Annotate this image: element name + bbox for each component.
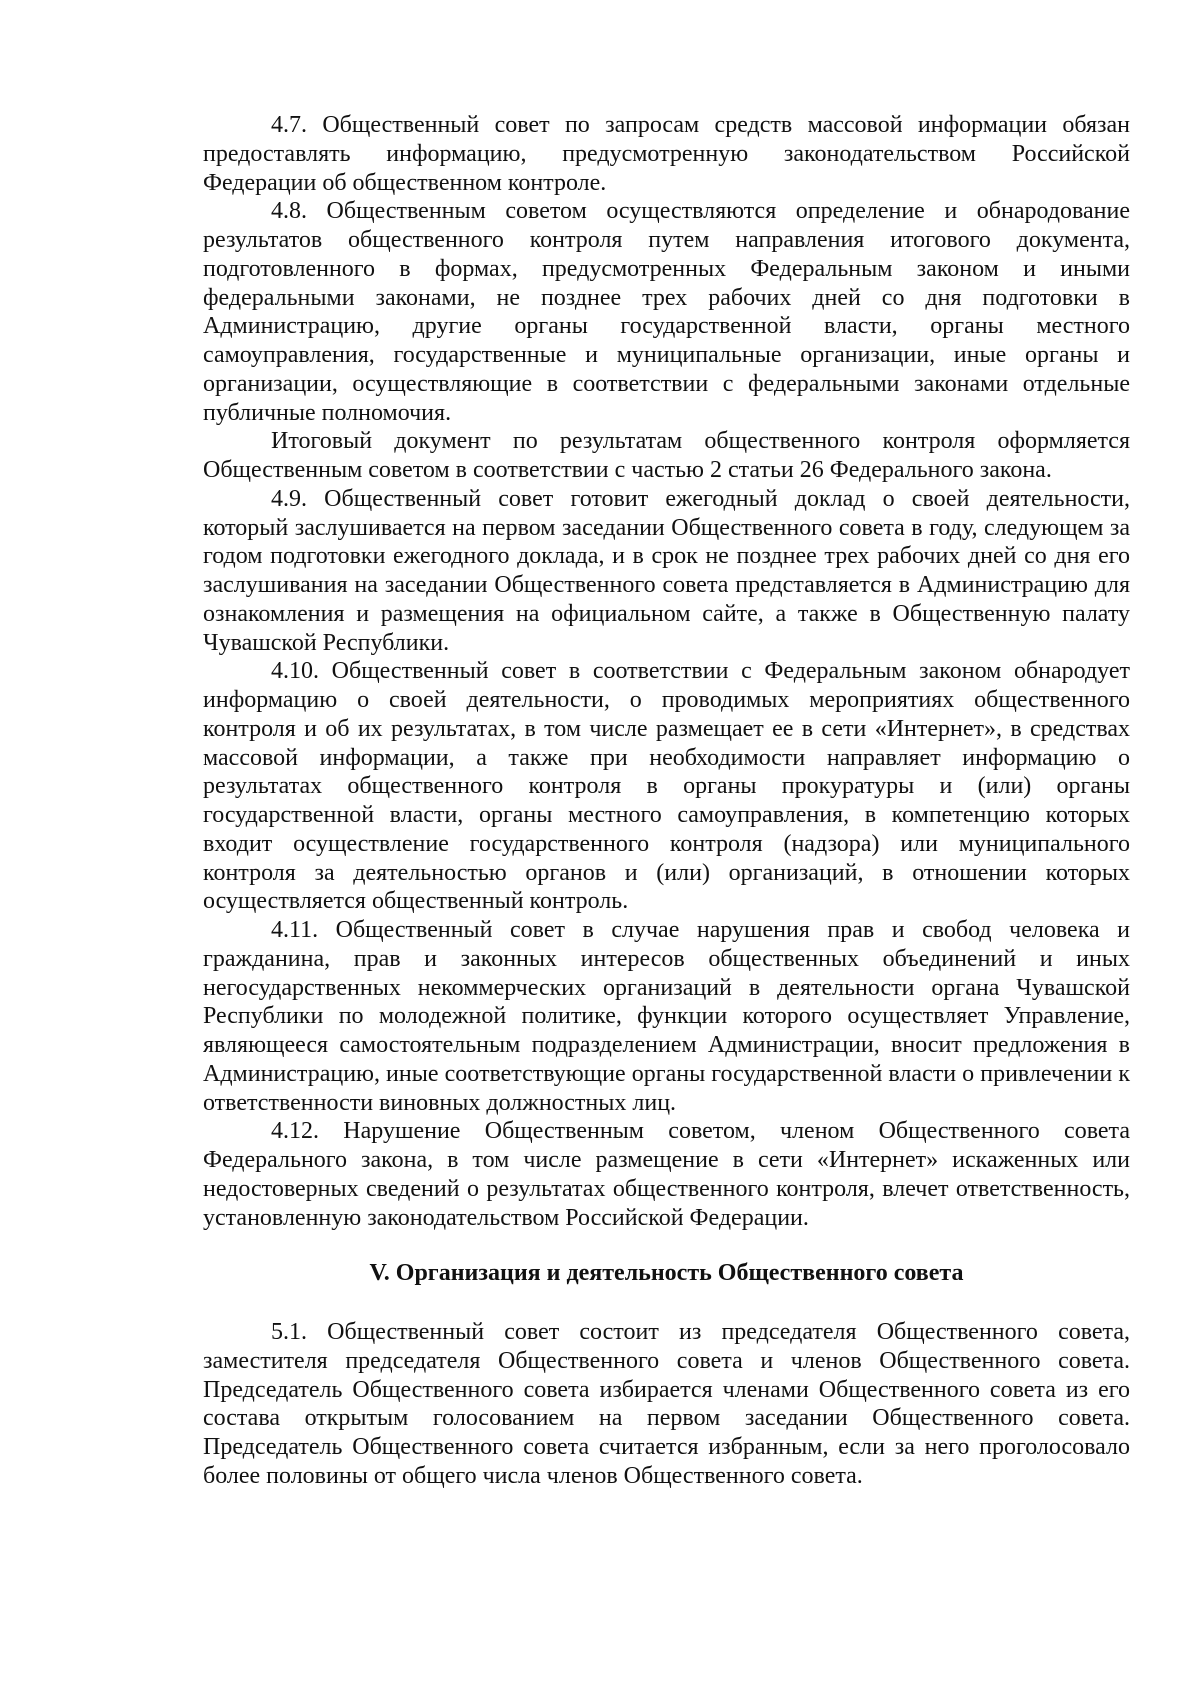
- paragraph-4-9: 4.9. Общественный совет готовит ежегодный доклад о своей деятельности, который заслушивается на первом заседании Общественного совета в году, следующем за годом подготовки ежегодного доклада, и в срок не позднее трех рабочих дней со дня его заслушивания на заседании Общественного совета представляется в Администрацию для ознакомления и размещения на официальном сайте, а также в Общественную палату Чувашской Республики.: [203, 485, 1130, 656]
- paragraph-5-1: 5.1. Общественный совет состоит из председателя Общественного совета, заместителя председателя Общественного совета и членов Общественного совета. Председатель Общественного совета избирается членами Общественного совета из его состава открытым голосованием на первом заседании Общественного совета. Председатель Общественного совета считается избранным, если за него проголосовало более половины от общего числа членов Общественного совета.: [203, 1319, 1130, 1489]
- paragraph-4-11: 4.11. Общественный совет в случае нарушения прав и свобод человека и гражданина, прав и законных интересов общественных объединений и иных негосударственных некоммерческих организаций в деятельности органа Чувашской Республики по молодежной политике, функции которого осуществляет Управление, являющееся самостоятельным подразделением Администрации, вносит предложения в Администрацию, иные соответствующие органы государственной власти о привлечении к ответственности виновных должностных лиц.: [203, 917, 1130, 1116]
- paragraph-4-10: 4.10. Общественный совет в соответствии с Федеральным законом обнародует информацию о своей деятельности, о проводимых мероприятиях общественного контроля и об их результатах, в том числе размещает ее в сети «Интернет», в средствах массовой информации, а также при необходимости направляет информацию о результатах общественного контроля в органы прокуратуры и (или) органы государственной власти, органы местного самоуправления, в компетенцию которых входит осуществление государственного контроля (надзора) или муниципального контроля за деятельностью органов и (или) организаций, в отношении которых осуществляется общественный контроль.: [203, 658, 1130, 915]
- paragraph-4-12: 4.12. Нарушение Общественным советом, членом Общественного совета Федерального закона, в том числе размещение в сети «Интернет» искаженных или недостоверных сведений о результатах общественного контроля, влечет ответственность, установленную законодательством Российской Федерации.: [203, 1118, 1130, 1231]
- paragraph-4-7: 4.7. Общественный совет по запросам средств массовой информации обязан предоставлять информацию, предусмотренную законодательством Российской Федерации об общественном контроле.: [203, 112, 1130, 196]
- paragraph-4-8: 4.8. Общественным советом осуществляются определение и обнародование результатов общественного контроля путем направления итогового документа, подготовленного в формах, предусмотренных Федеральным законом и иными федеральными законами, не позднее трех рабочих дней со дня подготовки в Администрацию, другие органы государственной власти, органы местного самоуправления, государственные и муниципальные организации, иные органы и организации, осуществляющие в соответствии с федеральными законами отдельные публичные полномочия.: [203, 198, 1130, 426]
- document-body: [203, 111, 1130, 1491]
- section-heading: V. Организация и деятельность Общественного совета: [369, 1260, 964, 1287]
- paragraph-4-8-final-document: Итоговый документ по результатам общественного контроля оформляется Общественным советом в соответствии с частью 2 статьи 26 Федерального закона.: [203, 428, 1130, 483]
